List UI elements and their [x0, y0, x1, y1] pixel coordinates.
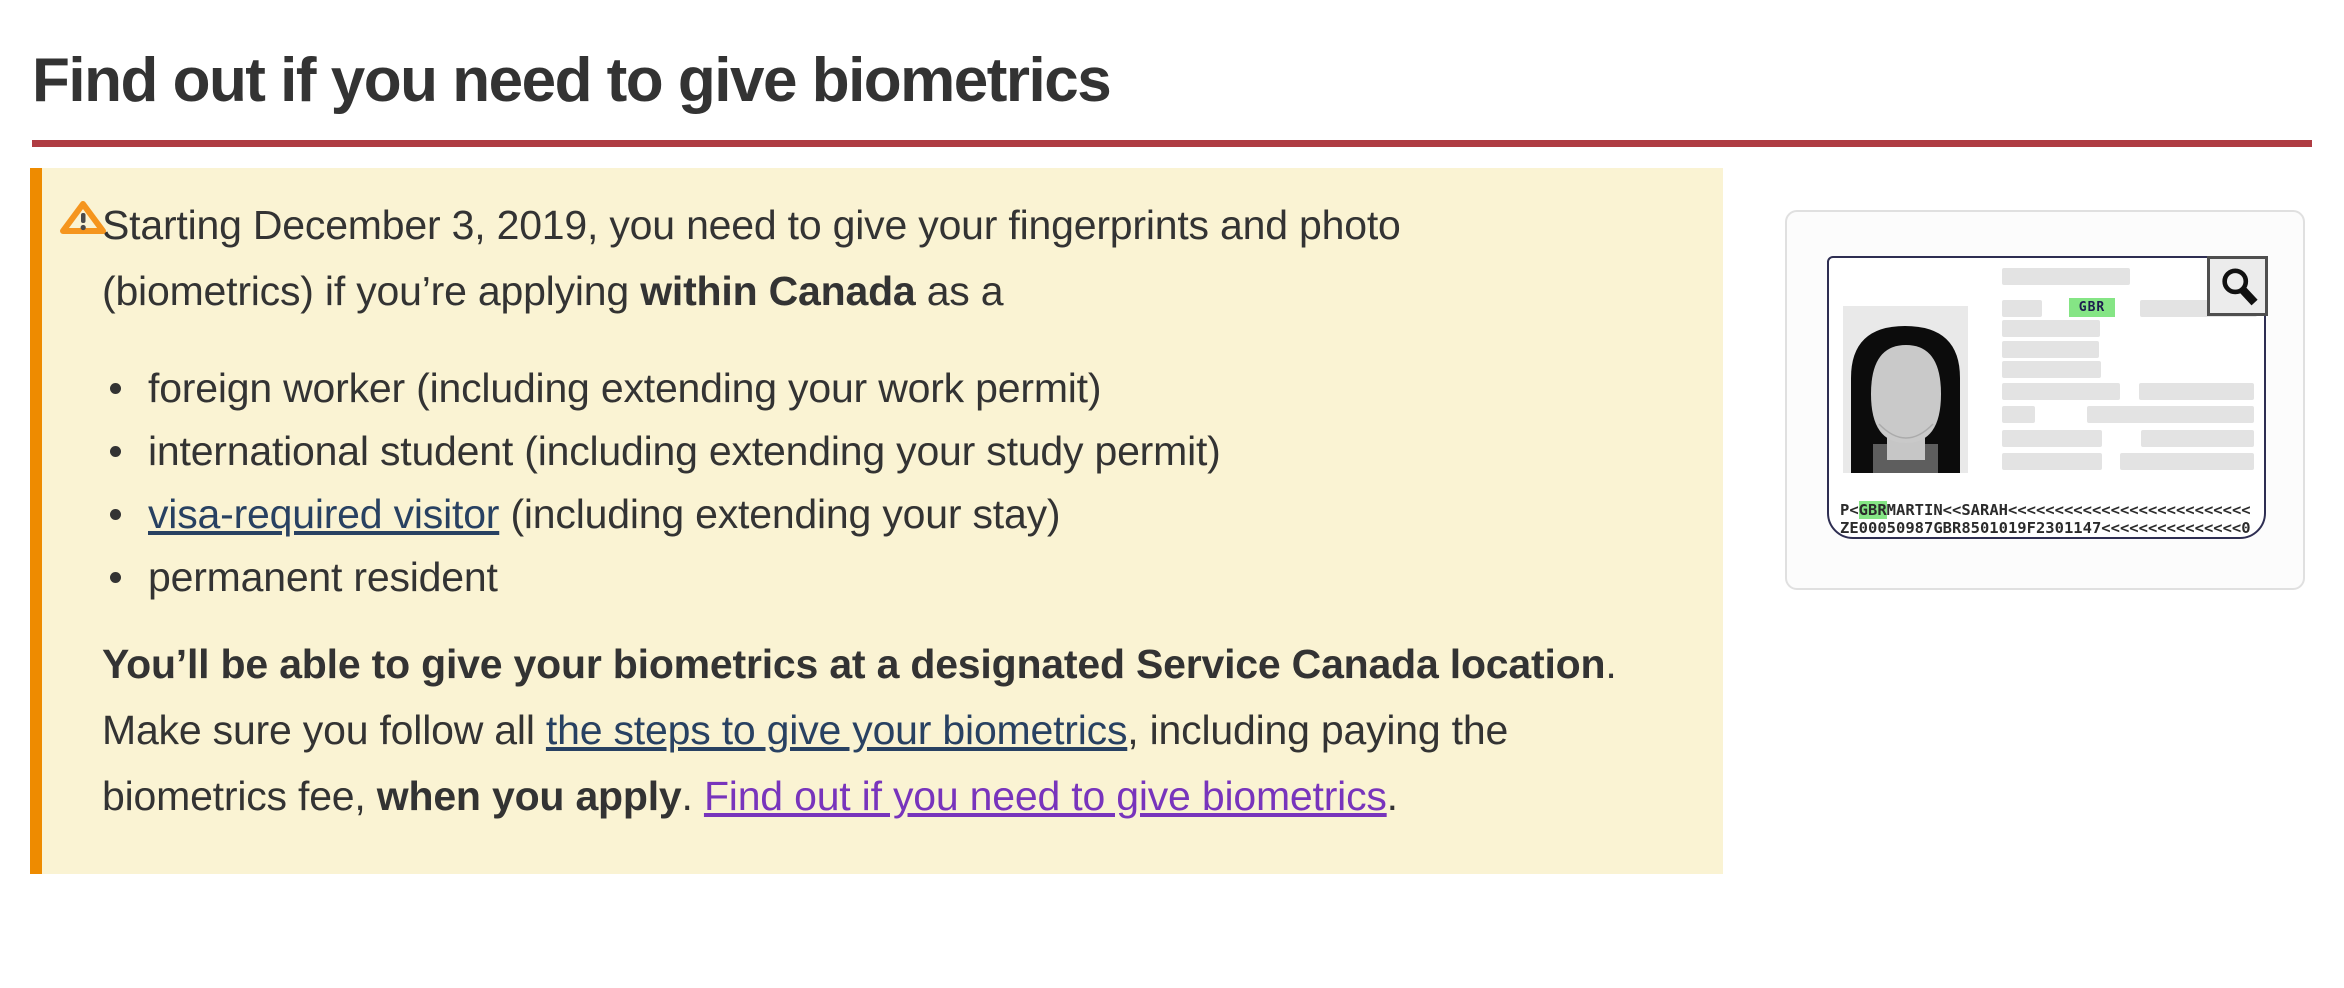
list-item — [148, 483, 1665, 546]
placeholder-bar — [2141, 430, 2254, 447]
zoom-button[interactable] — [2207, 256, 2268, 316]
bullet-2-text: international student (including extending your study permit) — [148, 428, 1221, 474]
applicant-type-list — [102, 357, 1665, 609]
alert-intro-line2-pre: (biometrics) if you’re applying — [102, 268, 641, 314]
bullet-3-text: (including extending your stay) — [499, 491, 1061, 537]
outro-line3-mid: . — [681, 773, 704, 819]
outro-line2-pre: Make sure you follow all — [102, 707, 546, 753]
steps-to-give-biometrics-link[interactable]: the steps to give your biometrics — [545, 707, 1128, 753]
page-title: Find out if you need to give biometrics — [32, 46, 2312, 147]
bullet-1-text: foreign worker (including extending your work permit) — [148, 365, 1102, 411]
mrz-machine-readable-zone — [1840, 501, 2251, 537]
list-item — [148, 546, 1665, 609]
alert-intro-line2-bold: within Canada — [640, 268, 916, 314]
placeholder-bar — [2002, 300, 2042, 317]
warning-triangle-icon — [58, 200, 108, 236]
list-item — [148, 420, 1665, 483]
placeholder-bar — [2002, 430, 2102, 447]
placeholder-bar — [2120, 453, 2254, 470]
outro-line3-period: . — [1386, 773, 1398, 819]
alert-outro-paragraph — [102, 631, 1665, 829]
passport-photo — [1843, 306, 1968, 473]
mrz-line1-highlight: GBR — [1858, 501, 1887, 519]
outro-line1-period: . — [1605, 641, 1617, 687]
mrz-line2: ZE00050987GBR8501019F2301147<<<<<<<<<<<<<<<0 — [1840, 519, 2251, 537]
bullet-4-text: permanent resident — [148, 554, 498, 600]
placeholder-bar — [2002, 341, 2099, 358]
mrz-line1-pre: P< — [1840, 501, 1859, 519]
when-you-apply-bold-text: when you apply — [376, 773, 682, 819]
placeholder-bar — [2002, 383, 2120, 400]
placeholder-bar — [2002, 406, 2035, 423]
list-item — [148, 357, 1665, 420]
warning-alert-box — [30, 168, 1723, 874]
alert-intro-paragraph — [102, 192, 1665, 324]
alert-intro-line1: Starting December 3, 2019, you need to give your fingerprints and photo — [102, 202, 1401, 248]
country-code-chip: GBR — [2069, 298, 2115, 317]
passport-sample-card[interactable] — [1785, 210, 2305, 590]
mrz-line1-post: MARTIN<<SARAH<<<<<<<<<<<<<<<<<<<<<<<<<< — [1886, 501, 2251, 519]
magnifying-glass-icon — [2215, 263, 2261, 309]
placeholder-bar — [2002, 453, 2102, 470]
placeholder-bar — [2002, 268, 2130, 285]
female-portrait-silhouette-icon — [1843, 306, 1968, 473]
mrz-line1 — [1840, 501, 2251, 519]
outro-line2-post: , including paying the — [1127, 707, 1509, 753]
find-out-if-you-need-biometrics-link[interactable]: Find out if you need to give biometrics — [703, 773, 1387, 819]
service-canada-bold-text: You’ll be able to give your biometrics at a designated Service Canada location — [102, 641, 1606, 687]
placeholder-bar — [2139, 383, 2254, 400]
visa-required-visitor-link[interactable]: visa-required visitor — [148, 491, 500, 537]
alert-intro-line2-post: as a — [915, 268, 1004, 314]
outro-line3-pre: biometrics fee, — [102, 773, 377, 819]
placeholder-bar — [2002, 320, 2100, 337]
placeholder-bar — [2087, 406, 2254, 423]
placeholder-bar — [2002, 361, 2101, 378]
passport-page-graphic — [1827, 256, 2266, 539]
